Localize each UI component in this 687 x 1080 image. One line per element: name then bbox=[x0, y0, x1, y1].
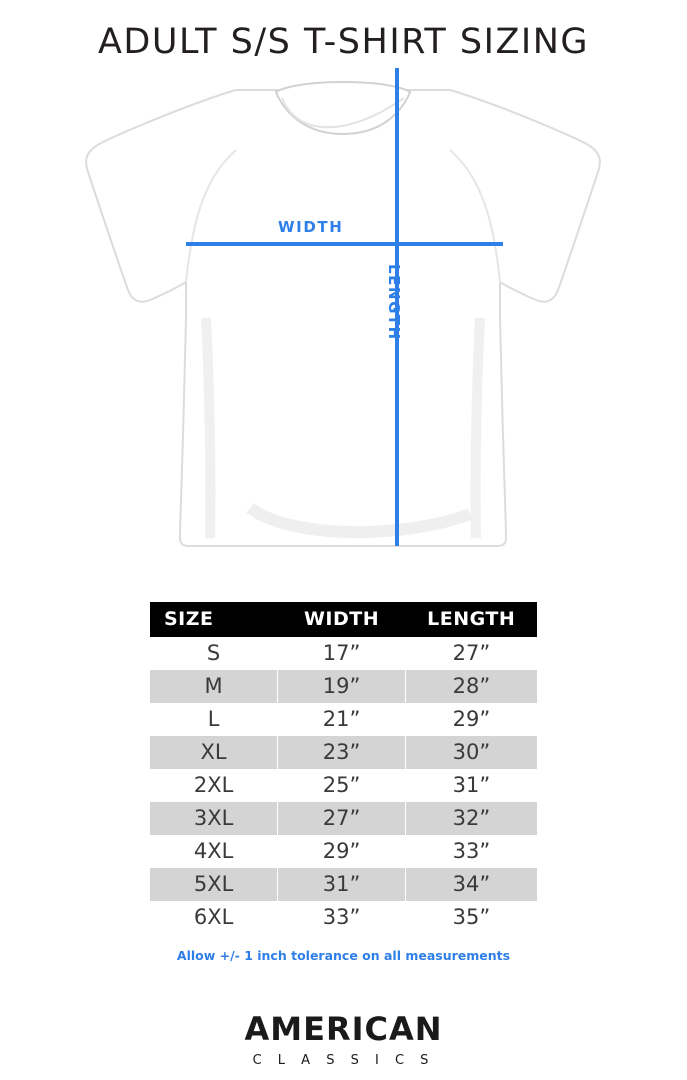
cell-size: L bbox=[150, 703, 278, 736]
table-row bbox=[150, 835, 537, 868]
size-chart-page bbox=[0, 22, 687, 1080]
cell-size: 3XL bbox=[150, 802, 278, 835]
cell-size: 5XL bbox=[150, 868, 278, 901]
cell-size: S bbox=[150, 637, 278, 670]
tolerance-note: Allow +/- 1 inch tolerance on all measurements bbox=[176, 948, 511, 963]
column-header-width: WIDTH bbox=[278, 602, 406, 637]
cell-size: 2XL bbox=[150, 769, 278, 802]
size-table-container bbox=[150, 602, 537, 963]
cell-length: 34” bbox=[405, 868, 537, 901]
brand-name: AMERICAN bbox=[244, 1010, 443, 1048]
cell-length: 33” bbox=[405, 835, 537, 868]
table-row bbox=[150, 769, 537, 802]
table-row bbox=[150, 868, 537, 901]
width-label: WIDTH bbox=[278, 218, 344, 236]
cell-length: 35” bbox=[405, 901, 537, 934]
table-row bbox=[150, 802, 537, 835]
cell-size: 6XL bbox=[150, 901, 278, 934]
cell-size: XL bbox=[150, 736, 278, 769]
cell-size: 4XL bbox=[150, 835, 278, 868]
table-header-row bbox=[150, 602, 537, 637]
column-header-size: SIZE bbox=[150, 602, 278, 637]
size-table bbox=[150, 602, 537, 934]
length-label: LENGTH bbox=[385, 264, 403, 341]
table-row bbox=[150, 637, 537, 670]
cell-length: 30” bbox=[405, 736, 537, 769]
cell-width: 19” bbox=[278, 670, 406, 703]
brand-subtitle: C L A S S I C S bbox=[252, 1053, 435, 1068]
cell-width: 27” bbox=[278, 802, 406, 835]
table-row bbox=[150, 901, 537, 934]
column-header-length: LENGTH bbox=[405, 602, 537, 637]
cell-length: 28” bbox=[405, 670, 537, 703]
tshirt-illustration bbox=[0, 68, 687, 548]
cell-width: 23” bbox=[278, 736, 406, 769]
cell-width: 33” bbox=[278, 901, 406, 934]
page-title: ADULT S/S T-SHIRT SIZING bbox=[97, 22, 590, 62]
cell-width: 25” bbox=[278, 769, 406, 802]
cell-length: 29” bbox=[405, 703, 537, 736]
shirt-diagram bbox=[0, 68, 687, 548]
cell-width: 29” bbox=[278, 835, 406, 868]
table-row bbox=[150, 703, 537, 736]
cell-width: 17” bbox=[278, 637, 406, 670]
cell-length: 32” bbox=[405, 802, 537, 835]
cell-size: M bbox=[150, 670, 278, 703]
cell-width: 31” bbox=[278, 868, 406, 901]
cell-width: 21” bbox=[278, 703, 406, 736]
table-row bbox=[150, 670, 537, 703]
cell-length: 27” bbox=[405, 637, 537, 670]
cell-length: 31” bbox=[405, 769, 537, 802]
brand-logo bbox=[0, 1010, 687, 1068]
table-row bbox=[150, 736, 537, 769]
